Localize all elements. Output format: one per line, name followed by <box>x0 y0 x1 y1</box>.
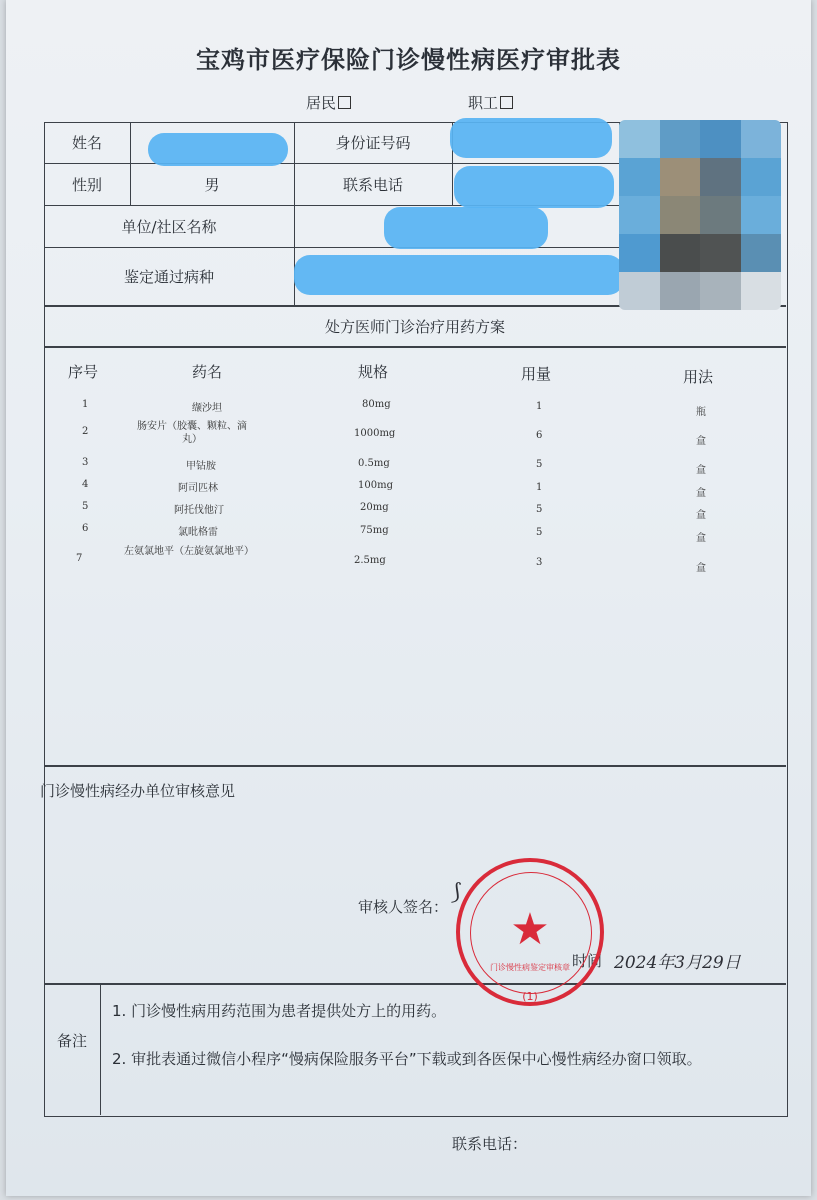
checkbox-resident[interactable] <box>306 92 351 113</box>
drug-usage: 盒 <box>696 563 706 574</box>
drug-name: 阿托伐他汀 <box>174 505 224 516</box>
unit-label: 单位/社区名称 <box>121 217 217 236</box>
drug-usage: 盒 <box>696 510 706 521</box>
remark-2: 2. 审批表通过微信小程序“慢病保险服务平台”下载或到各医保中心慢性病经办窗口领取。 <box>112 1050 702 1068</box>
drug-qty: 5 <box>536 504 543 515</box>
name-label: 姓名 <box>71 134 102 152</box>
drug-spec: 1000mg <box>354 428 396 439</box>
row-divider <box>44 346 786 348</box>
drug-usage: 盒 <box>696 436 706 447</box>
row-divider <box>44 765 786 767</box>
handwritten-date: 2024年3月29日 <box>614 953 741 973</box>
drug-spec: 2.5mg <box>354 555 386 566</box>
checkbox-employee-box[interactable] <box>500 96 513 109</box>
drug-qty: 1 <box>536 401 543 412</box>
drug-no: 3 <box>82 457 89 468</box>
col-header-drug: 药名 <box>192 363 223 381</box>
row-divider <box>44 983 786 985</box>
drug-qty: 5 <box>536 527 543 538</box>
seal-number: (1) <box>522 990 538 1003</box>
drug-name: 氯吡格雷 <box>178 527 218 538</box>
drug-no: 7 <box>76 553 83 564</box>
drug-name: 肠安片（胶囊、颗粒、滴丸） <box>137 421 247 445</box>
drug-name: 甲钴胺 <box>186 461 216 472</box>
drug-usage: 盒 <box>696 488 706 499</box>
plan-title: 处方医师门诊治疗用药方案 <box>324 317 505 336</box>
col-header-no: 序号 <box>68 363 99 381</box>
drug-qty: 6 <box>536 430 543 441</box>
drug-qty: 5 <box>536 459 543 470</box>
redacted-disease <box>294 255 624 295</box>
checkbox-resident-box[interactable] <box>338 96 351 109</box>
drug-spec: 20mg <box>360 502 389 513</box>
drug-spec: 100mg <box>358 480 393 491</box>
reviewer-signature-label: 审核人签名： <box>358 898 449 916</box>
drug-no: 5 <box>82 501 89 512</box>
col-divider <box>100 983 101 1115</box>
drug-usage: 盒 <box>696 465 706 476</box>
official-seal <box>456 858 604 1006</box>
seal-caption: 门诊慢性病鉴定审核章 <box>490 963 570 972</box>
id-number-label: 身份证号码 <box>335 134 411 152</box>
drug-qty: 3 <box>536 557 543 568</box>
remark-1: 1. 门诊慢性病用药范围为患者提供处方上的用药。 <box>112 1002 447 1020</box>
drug-usage: 瓶 <box>696 407 706 418</box>
redacted-unit <box>384 207 548 249</box>
drug-no: 2 <box>82 426 89 437</box>
form-title: 宝鸡市医疗保险门诊慢性病医疗审批表 <box>196 46 621 74</box>
drug-no: 4 <box>82 479 89 490</box>
reviewer-signature: ⟆︎ <box>452 880 461 905</box>
drug-spec: 0.5mg <box>358 458 390 469</box>
drug-usage: 盒 <box>696 533 706 544</box>
date-label: 时间 <box>572 952 603 970</box>
drug-spec: 75mg <box>360 525 389 536</box>
gender-value: 男 <box>204 175 220 194</box>
drug-name: 缬沙坦 <box>192 403 222 414</box>
drug-qty: 1 <box>536 482 543 493</box>
approval-form-page <box>6 0 811 1196</box>
redacted-phone <box>454 166 614 208</box>
seal-star-icon: ★ <box>510 904 550 955</box>
checkbox-employee[interactable] <box>468 92 513 113</box>
disease-label: 鉴定通过病种 <box>123 267 214 286</box>
checkbox-resident-label: 居民 <box>306 94 337 112</box>
redacted-name <box>148 133 288 166</box>
drug-no: 6 <box>82 523 89 534</box>
drug-spec: 80mg <box>362 399 391 410</box>
col-header-qty: 用量 <box>521 365 552 383</box>
footer-phone-label: 联系电话： <box>452 1135 528 1153</box>
redacted-id-number <box>450 118 612 158</box>
col-header-spec: 规格 <box>358 363 389 381</box>
checkbox-employee-label: 职工 <box>468 94 499 112</box>
drug-name: 阿司匹林 <box>178 483 218 494</box>
col-header-usage: 用法 <box>683 368 714 386</box>
drug-no: 1 <box>82 399 89 410</box>
review-title: 门诊慢性病经办单位审核意见 <box>40 782 236 800</box>
phone-label: 联系电话 <box>342 175 403 194</box>
applicant-photo <box>619 120 781 310</box>
gender-label: 性别 <box>71 175 102 194</box>
remarks-label: 备注 <box>56 1031 87 1050</box>
drug-name: 左氨氯地平（左旋氨氯地平） <box>124 546 254 557</box>
